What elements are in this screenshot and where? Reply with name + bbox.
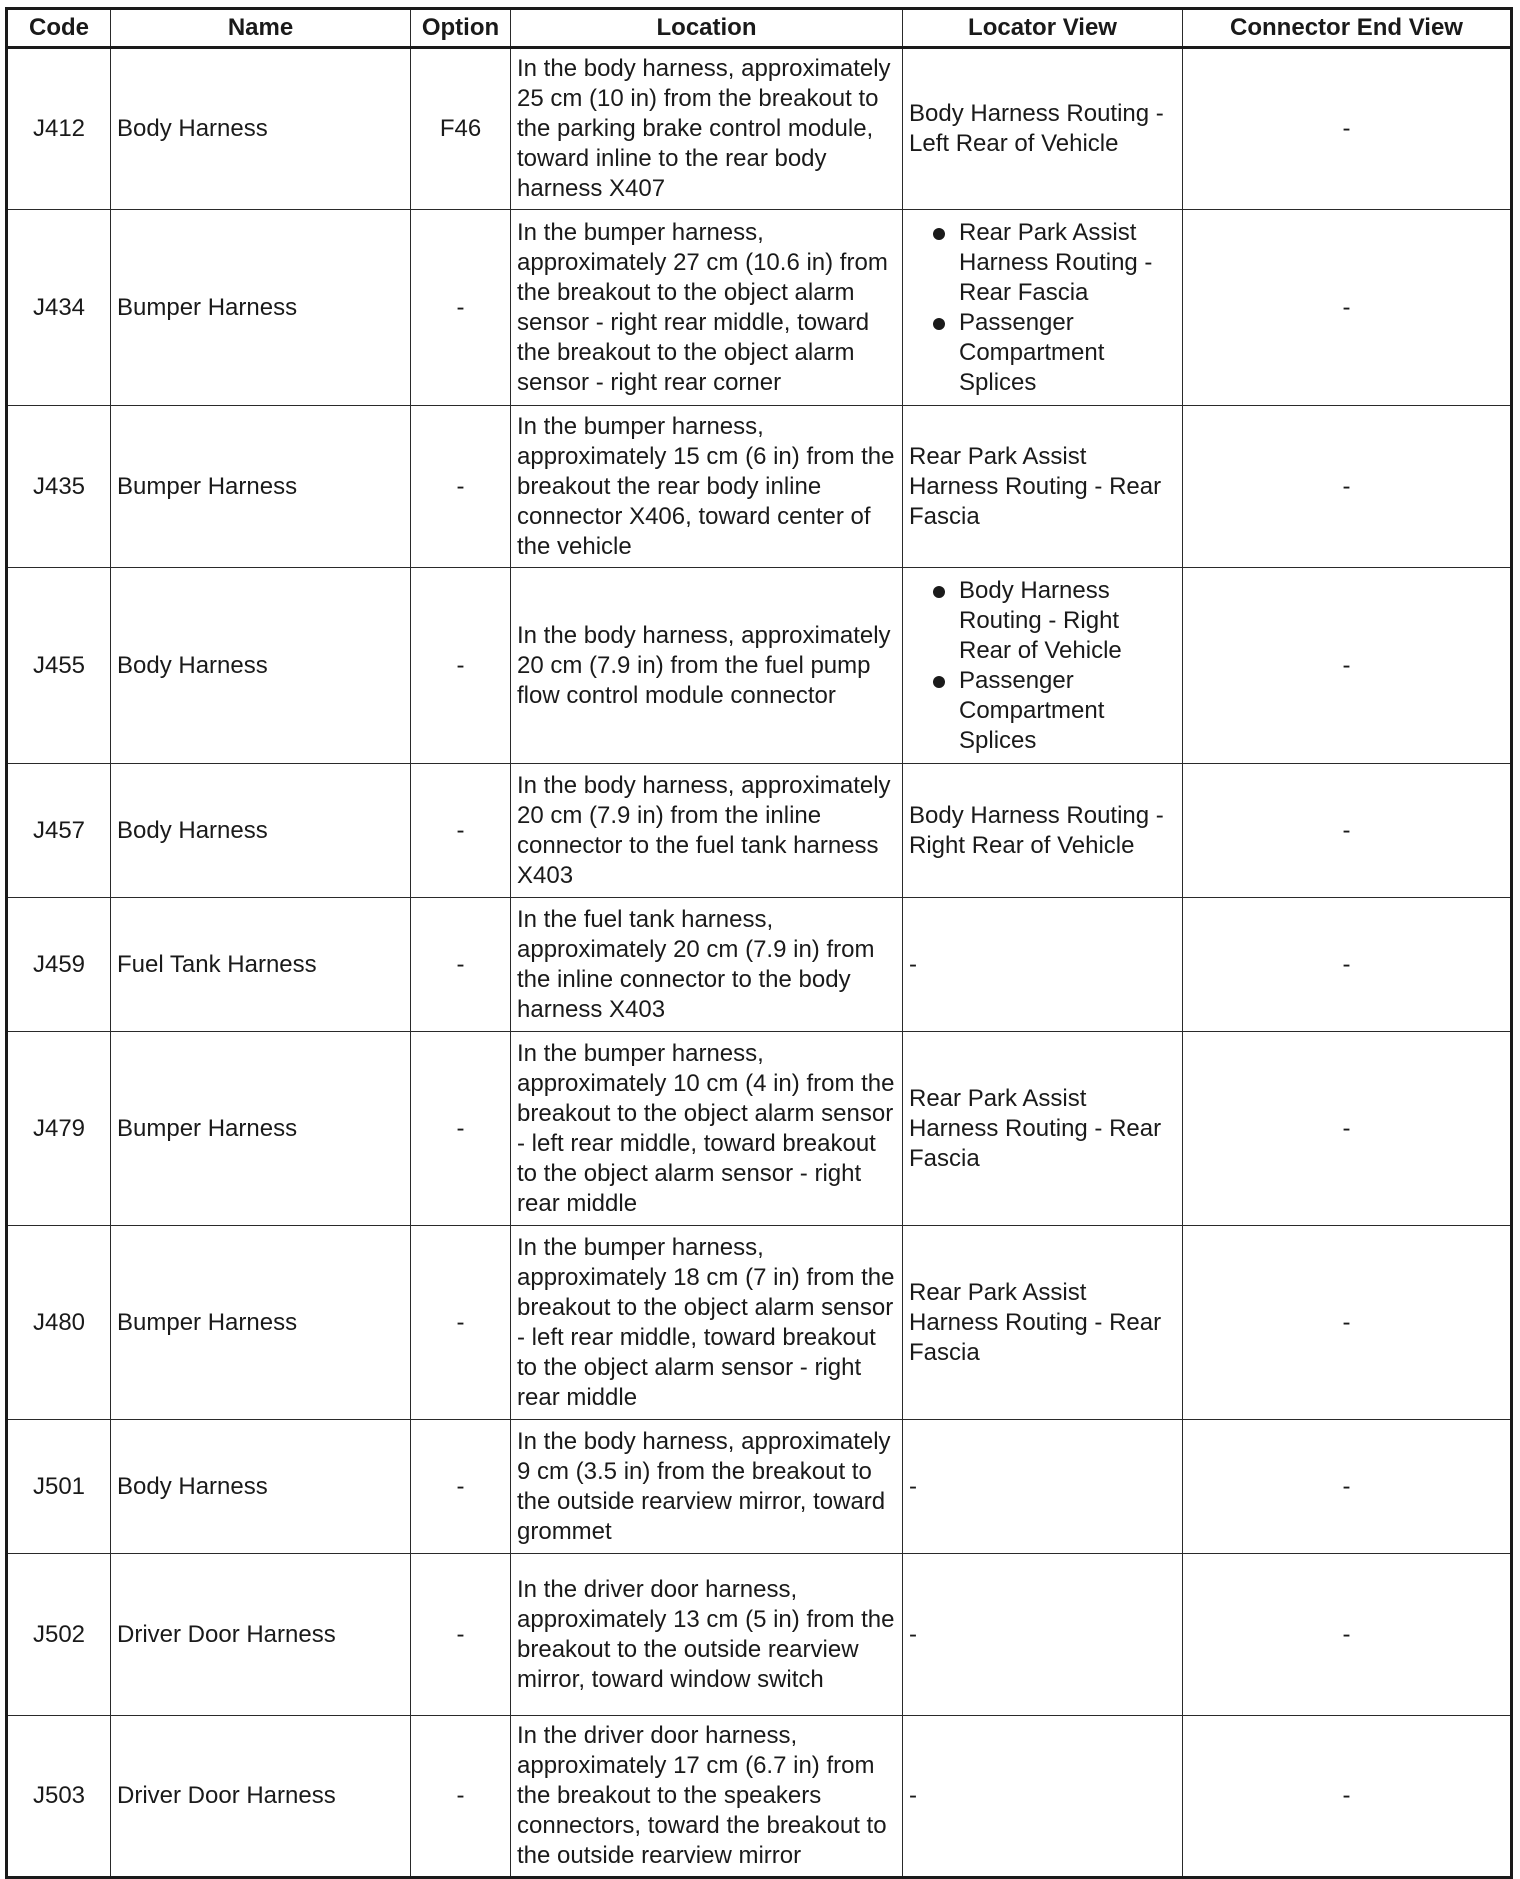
cell-name: Body Harness (111, 1420, 411, 1554)
cell-connector-end-view: - (1183, 764, 1512, 898)
cell-name: Bumper Harness (111, 1226, 411, 1420)
cell-connector-end-view: - (1183, 48, 1512, 210)
cell-code: J455 (7, 568, 111, 764)
locator-view-item: Rear Park Assist Harness Routing - Rear Fascia (909, 218, 1176, 308)
cell-option: - (411, 1716, 511, 1878)
header-locator-view: Locator View (903, 9, 1183, 48)
cell-name: Driver Door Harness (111, 1554, 411, 1716)
cell-option: - (411, 568, 511, 764)
document-sheet (5, 7, 1513, 1879)
cell-connector-end-view: - (1183, 210, 1512, 406)
cell-locator-view (903, 568, 1183, 764)
cell-connector-end-view: - (1183, 568, 1512, 764)
cell-locator-view (903, 1554, 1183, 1716)
cell-code: J459 (7, 898, 111, 1032)
cell-connector-end-view: - (1183, 1420, 1512, 1554)
cell-location: In the bumper harness, approximately 18 cm (7 in) from the breakout to the object alarm sensor - left rear middle, toward breakout to the object alarm sensor - right rear middle (511, 1226, 903, 1420)
cell-option: - (411, 210, 511, 406)
locator-view-text: - (909, 950, 917, 978)
locator-view-text: - (909, 1472, 917, 1500)
cell-locator-view (903, 1226, 1183, 1420)
cell-name: Body Harness (111, 764, 411, 898)
header-location: Location (511, 9, 903, 48)
cell-code: J434 (7, 210, 111, 406)
cell-option: - (411, 1420, 511, 1554)
cell-connector-end-view: - (1183, 898, 1512, 1032)
cell-code: J502 (7, 1554, 111, 1716)
cell-name: Body Harness (111, 48, 411, 210)
cell-option: - (411, 898, 511, 1032)
cell-location: In the bumper harness, approximately 10 cm (4 in) from the breakout to the object alarm sensor - left rear middle, toward breakout to the object alarm sensor - right rear middle (511, 1032, 903, 1226)
table-row (7, 568, 1512, 764)
locator-view-text: Body Harness Routing - Left Rear of Vehicle (909, 100, 1164, 157)
cell-name: Fuel Tank Harness (111, 898, 411, 1032)
cell-name: Bumper Harness (111, 210, 411, 406)
cell-option: - (411, 1226, 511, 1420)
table-row (7, 1226, 1512, 1420)
header-row (7, 9, 1512, 48)
cell-option: - (411, 1554, 511, 1716)
table-row (7, 764, 1512, 898)
cell-name: Body Harness (111, 568, 411, 764)
locator-view-item: Passenger Compartment Splices (909, 308, 1176, 398)
cell-location: In the driver door harness, approximately 17 cm (6.7 in) from the breakout to the speakers connectors, toward the breakout to the outside rearview mirror (511, 1716, 903, 1878)
header-option: Option (411, 9, 511, 48)
cell-location: In the body harness, approximately 20 cm (7.9 in) from the fuel pump flow control module connector (511, 568, 903, 764)
cell-option: - (411, 764, 511, 898)
header-name: Name (111, 9, 411, 48)
locator-view-text: - (909, 1782, 917, 1809)
cell-location: In the body harness, approximately 20 cm (7.9 in) from the inline connector to the fuel tank harness X403 (511, 764, 903, 898)
table-row (7, 406, 1512, 568)
cell-option: - (411, 1032, 511, 1226)
cell-location: In the fuel tank harness, approximately 20 cm (7.9 in) from the inline connector to the body harness X403 (511, 898, 903, 1032)
cell-locator-view (903, 898, 1183, 1032)
cell-locator-view (903, 48, 1183, 210)
locator-view-item: Passenger Compartment Splices (909, 666, 1176, 756)
cell-locator-view (903, 1420, 1183, 1554)
cell-connector-end-view: - (1183, 1226, 1512, 1420)
cell-code: J479 (7, 1032, 111, 1226)
cell-location: In the body harness, approximately 25 cm (10 in) from the breakout to the parking brake control module, toward inline to the rear body harness X407 (511, 48, 903, 210)
cell-connector-end-view: - (1183, 406, 1512, 568)
locator-view-item: Body Harness Routing - Right Rear of Vehicle (909, 576, 1176, 666)
table-row (7, 48, 1512, 210)
cell-option: F46 (411, 48, 511, 210)
cell-location: In the bumper harness, approximately 15 cm (6 in) from the breakout the rear body inline connector X406, toward center of the vehicle (511, 406, 903, 568)
locator-view-list (909, 576, 1176, 756)
cell-locator-view (903, 764, 1183, 898)
locator-view-text: Body Harness Routing - Right Rear of Vehicle (909, 801, 1164, 859)
cell-location: In the body harness, approximately 9 cm (3.5 in) from the breakout to the outside rearview mirror, toward grommet (511, 1420, 903, 1554)
table-row (7, 1032, 1512, 1226)
cell-name: Bumper Harness (111, 406, 411, 568)
table-row (7, 1420, 1512, 1554)
cell-locator-view (903, 1716, 1183, 1878)
table-row (7, 1554, 1512, 1716)
cell-code: J501 (7, 1420, 111, 1554)
cell-code: J457 (7, 764, 111, 898)
cell-connector-end-view: - (1183, 1032, 1512, 1226)
cell-locator-view (903, 1032, 1183, 1226)
locator-view-text: Rear Park Assist Harness Routing - Rear Fascia (909, 1278, 1162, 1366)
table-row (7, 898, 1512, 1032)
cell-locator-view (903, 210, 1183, 406)
table-body (7, 48, 1512, 1878)
splice-table (5, 7, 1513, 1879)
table-row (7, 210, 1512, 406)
cell-name: Driver Door Harness (111, 1716, 411, 1878)
cell-code: J435 (7, 406, 111, 568)
cell-option: - (411, 406, 511, 568)
cell-locator-view (903, 406, 1183, 568)
header-connector-end-view: Connector End View (1183, 9, 1512, 48)
table-row (7, 1716, 1512, 1878)
locator-view-text: - (909, 1620, 917, 1648)
cell-code: J503 (7, 1716, 111, 1878)
cell-connector-end-view: - (1183, 1554, 1512, 1716)
cell-name: Bumper Harness (111, 1032, 411, 1226)
locator-view-text: Rear Park Assist Harness Routing - Rear Fascia (909, 1084, 1162, 1172)
cell-location: In the driver door harness, approximately 13 cm (5 in) from the breakout to the outside rearview mirror, toward window switch (511, 1554, 903, 1716)
cell-code: J412 (7, 48, 111, 210)
locator-view-list (909, 218, 1176, 398)
cell-location: In the bumper harness, approximately 27 cm (10.6 in) from the breakout to the object alarm sensor - right rear middle, toward the breakout to the object alarm sensor - right rear corner (511, 210, 903, 406)
locator-view-text: Rear Park Assist Harness Routing - Rear Fascia (909, 442, 1162, 530)
cell-connector-end-view: - (1183, 1716, 1512, 1878)
cell-code: J480 (7, 1226, 111, 1420)
header-code: Code (7, 9, 111, 48)
